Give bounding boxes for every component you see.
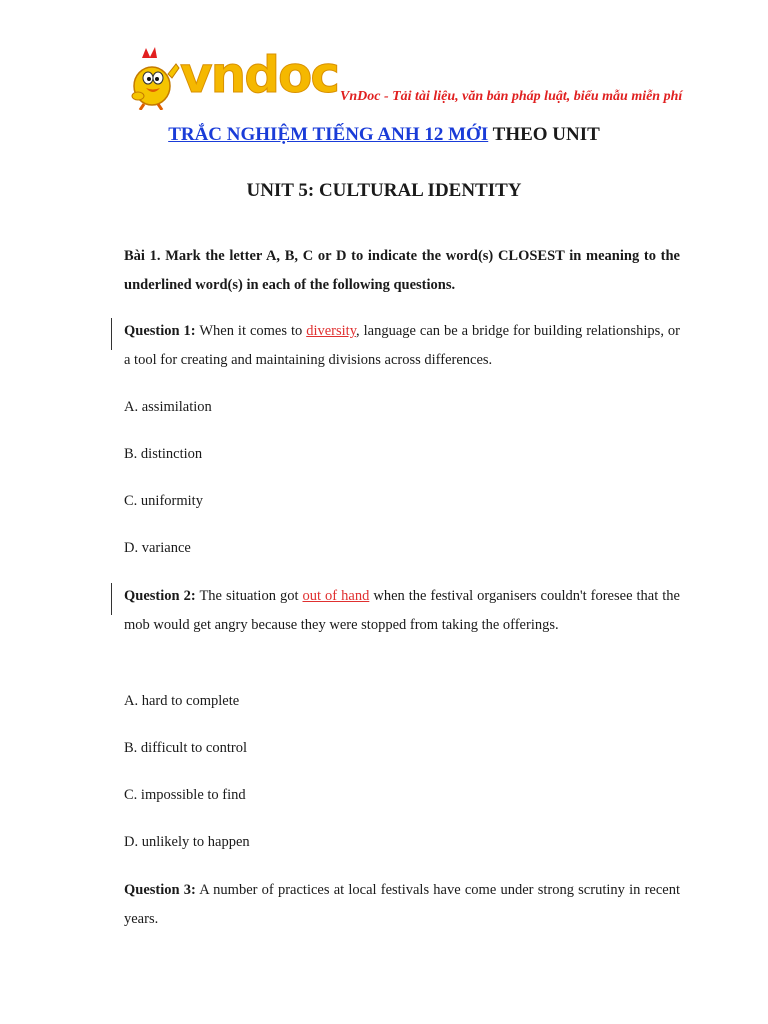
question-text: The situation got xyxy=(195,588,303,604)
title-link[interactable]: TRẮC NGHIỆM TIẾNG ANH 12 MỚI xyxy=(168,124,489,145)
question-text: When it comes to xyxy=(195,323,307,339)
question-label: Question 2: xyxy=(124,588,196,604)
option-c[interactable]: C. impossible to find xyxy=(124,787,246,803)
option-c[interactable]: C. uniformity xyxy=(124,493,203,509)
question-text: when the festival organisers couldn't foresee that the mob would get angry because they were stopped from taking the offerings. xyxy=(124,588,680,633)
question-2 xyxy=(124,582,680,640)
option-a[interactable]: A. hard to complete xyxy=(124,693,240,709)
unit-title: UNIT 5: CULTURAL IDENTITY xyxy=(246,180,522,201)
underlined-word: out of hand xyxy=(302,588,370,604)
exercise-instruction: Bài 1. Mark the letter A, B, C or D to indicate the word(s) CLOSEST in meaning to the underlined word(s) in each of the following questions. xyxy=(124,248,680,293)
question-label: Question 1: xyxy=(124,323,196,339)
option-d[interactable]: D. variance xyxy=(124,540,191,556)
page-title xyxy=(0,124,768,146)
option-b[interactable]: B. difficult to control xyxy=(124,740,247,756)
question-1 xyxy=(124,317,680,375)
option-b[interactable]: B. distinction xyxy=(124,446,203,462)
revision-bar xyxy=(111,583,112,615)
title-rest: THEO UNIT xyxy=(488,124,600,145)
underlined-word: diversity xyxy=(306,323,357,339)
question-3 xyxy=(124,876,680,934)
option-d[interactable]: D. unlikely to happen xyxy=(124,834,250,850)
site-tagline: VnDoc - Tải tài liệu, văn bản pháp luật, biểu mẫu miễn phí xyxy=(340,89,683,104)
question-text: A number of practices at local festivals have come under strong scrutiny in recent years. xyxy=(124,882,680,927)
vndoc-logo[interactable] xyxy=(124,44,338,110)
revision-bar xyxy=(111,318,112,350)
question-label: Question 3: xyxy=(124,882,196,898)
question-text: , language can be a bridge for building relationships, or a tool for creating and maintaining divisions across differences. xyxy=(124,323,680,368)
logo-text: vndoc xyxy=(180,46,338,104)
option-a[interactable]: A. assimilation xyxy=(124,399,212,415)
